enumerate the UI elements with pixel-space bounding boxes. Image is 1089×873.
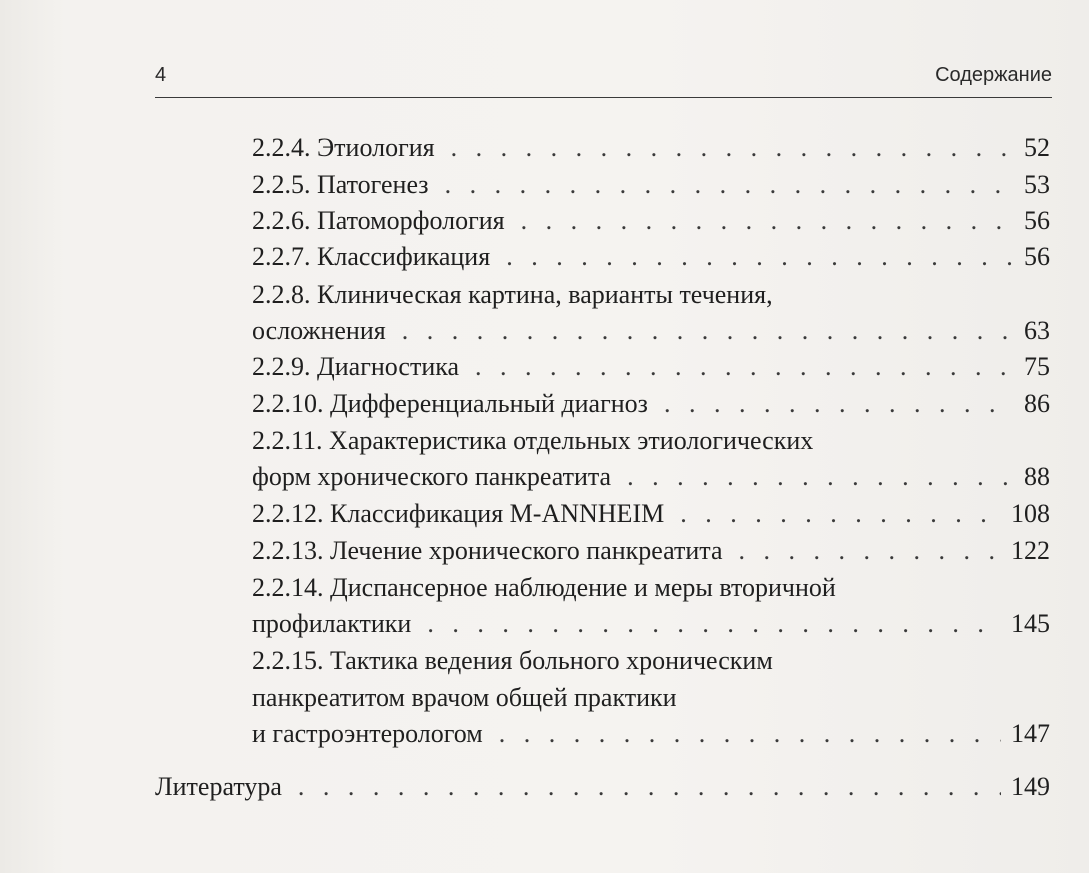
toc-entry-number: 2.2.13. [252, 536, 324, 565]
toc-entry-number: 2.2.4. [252, 133, 311, 162]
toc-entry-title-line2: форм хронического панкреатита [252, 462, 612, 491]
toc-entry-number: 2.2.6. [252, 206, 311, 235]
toc-entry-first-line[interactable] [252, 426, 813, 456]
toc-entry-middle-line[interactable] [252, 683, 677, 713]
toc-entry[interactable] [252, 206, 1050, 236]
toc-entry-title-line1: Тактика ведения больного хроническим [330, 646, 773, 675]
toc-entry[interactable] [252, 499, 1050, 529]
leader-dots [680, 499, 1001, 529]
toc-entry-number: 2.2.9. [252, 352, 311, 381]
toc-entry-page: 147 [1011, 719, 1050, 748]
toc-entry-page: 56 [1024, 242, 1050, 271]
toc-entry-first-line[interactable] [252, 646, 773, 676]
toc-entry-page: 149 [1011, 772, 1050, 801]
toc-entry-first-line[interactable] [252, 573, 836, 603]
toc-entry-page: 56 [1024, 206, 1050, 235]
toc-entry-page: 122 [1011, 536, 1050, 565]
toc-entry-title: Классификация M-ANNHEIM [330, 499, 665, 528]
toc-entry-number: 2.2.14. [252, 573, 324, 602]
toc-entry[interactable] [252, 133, 1050, 163]
leader-dots [506, 242, 1014, 272]
toc-entry-page: 52 [1024, 133, 1050, 162]
toc-entry[interactable] [252, 389, 1050, 419]
leader-dots [298, 772, 1001, 802]
leader-dots [627, 462, 1014, 492]
toc-entry-title: Диагностика [317, 352, 460, 381]
toc-entry-number: 2.2.12. [252, 499, 324, 528]
toc-entry-number: 2.2.8. [252, 280, 311, 309]
toc-entry-number: 2.2.5. [252, 170, 311, 199]
toc-entry-title-line2: профилактики [252, 609, 412, 638]
toc-entry-page: 145 [1011, 609, 1050, 638]
toc-entry-title: Классификация [317, 242, 491, 271]
toc-entry-title: Литература [155, 772, 282, 801]
toc-entry-page: 86 [1024, 389, 1050, 418]
leader-dots [499, 719, 1001, 749]
toc-entry-last-line[interactable] [252, 462, 1050, 492]
toc-entry-last-line[interactable] [252, 316, 1050, 346]
page-number: 4 [155, 64, 167, 86]
toc-entry-last-line[interactable] [252, 609, 1050, 639]
toc-entry-page: 108 [1011, 499, 1050, 528]
toc-entry-number: 2.2.10. [252, 389, 324, 418]
toc-entry-page: 53 [1024, 170, 1050, 199]
toc-entry-title-line1: Характеристика отдельных этиологических [329, 426, 814, 455]
toc-entry-title-line1: Диспансерное наблюдение и меры вторичной [330, 573, 836, 602]
toc-entry-literature[interactable] [155, 772, 1050, 802]
toc-entry[interactable] [252, 170, 1050, 200]
leader-dots [475, 352, 1014, 382]
toc-entry-first-line[interactable] [252, 280, 773, 310]
leader-dots [427, 609, 1001, 639]
toc-entry-page: 63 [1024, 316, 1050, 345]
toc-entry-number: 2.2.7. [252, 242, 311, 271]
toc-entry-page: 75 [1024, 352, 1050, 381]
running-section-title: Содержание [935, 64, 1052, 86]
toc-entry-page: 88 [1024, 462, 1050, 491]
toc-entry-title: Этиология [317, 133, 435, 162]
toc-entry-title-line3: и гастроэнтерологом [252, 719, 483, 748]
toc-entry-last-line[interactable] [252, 719, 1050, 749]
leader-dots [451, 133, 1014, 163]
toc-entry-title: Лечение хронического панкреатита [330, 536, 723, 565]
leader-dots [664, 389, 1014, 419]
toc-entry-title: Патоморфология [317, 206, 505, 235]
toc-entry-title: Дифференциальный диагноз [330, 389, 648, 418]
leader-dots [739, 536, 1001, 566]
toc-entry-number: 2.2.11. [252, 426, 323, 455]
toc-entry[interactable] [252, 242, 1050, 272]
leader-dots [402, 316, 1014, 346]
toc-entry-title-line1: Клиническая картина, варианты течения, [317, 280, 773, 309]
toc-entry[interactable] [252, 536, 1050, 566]
toc-entry-title-line2: панкреатитом врачом общей практики [252, 683, 677, 712]
toc-entry-title: Патогенез [317, 170, 429, 199]
leader-dots [521, 206, 1014, 236]
leader-dots [445, 170, 1014, 200]
toc-entry[interactable] [252, 352, 1050, 382]
toc-entry-number: 2.2.15. [252, 646, 324, 675]
toc-entry-title-line2: осложнения [252, 316, 386, 345]
